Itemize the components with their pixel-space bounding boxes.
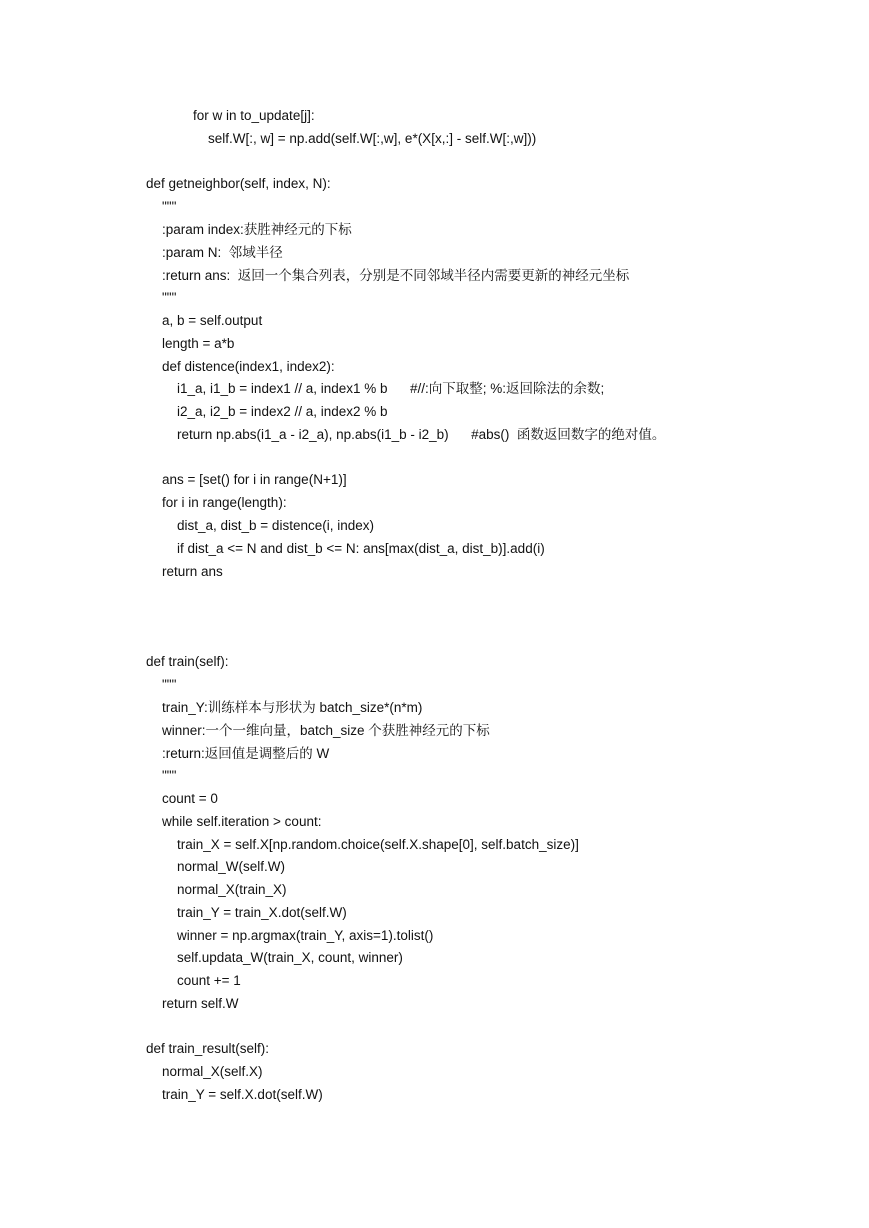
code-line: :return:返回值是调整后的 W xyxy=(162,746,330,761)
code-line: def distence(index1, index2): xyxy=(162,359,335,374)
code-line: return ans xyxy=(162,564,223,579)
code-line: :param N: 邻域半径 xyxy=(162,245,283,260)
code-line: return self.W xyxy=(162,996,239,1011)
code-line: winner = np.argmax(train_Y, axis=1).tolist() xyxy=(177,928,434,943)
code-line: :return ans: 返回一个集合列表，分别是不同邻域半径内需要更新的神经元坐标 xyxy=(162,268,630,283)
code-line: self.W[:, w] = np.add(self.W[:,w], e*(X[x,:] - self.W[:,w])) xyxy=(208,131,537,146)
code-line: count += 1 xyxy=(177,973,241,988)
code-line: normal_W(self.W) xyxy=(177,859,286,874)
code-line: """ xyxy=(162,199,177,214)
code-line: normal_X(train_X) xyxy=(177,882,287,897)
code-line: i1_a, i1_b = index1 // a, index1 % b #//:向下取整; %:返回除法的余数; xyxy=(177,381,605,396)
code-line: i2_a, i2_b = index2 // a, index2 % b xyxy=(177,404,388,419)
code-line: train_X = self.X[np.random.choice(self.X.shape[0], self.batch_size)] xyxy=(177,837,579,852)
code-line: dist_a, dist_b = distence(i, index) xyxy=(177,518,374,533)
code-line: def train(self): xyxy=(146,654,229,669)
code-line: length = a*b xyxy=(162,336,235,351)
code-line: if dist_a <= N and dist_b <= N: ans[max(dist_a, dist_b)].add(i) xyxy=(177,541,545,556)
code-line: normal_X(self.X) xyxy=(162,1064,263,1079)
code-line: train_Y = self.X.dot(self.W) xyxy=(162,1087,323,1102)
code-line: while self.iteration > count: xyxy=(162,814,322,829)
code-line: a, b = self.output xyxy=(162,313,263,328)
code-line: self.updata_W(train_X, count, winner) xyxy=(177,950,403,965)
code-line: for i in range(length): xyxy=(162,495,287,510)
code-line: return np.abs(i1_a - i2_a), np.abs(i1_b - i2_b) #abs() 函数返回数字的绝对值。 xyxy=(177,427,666,442)
code-line: """ xyxy=(162,677,177,692)
code-line: for w in to_update[j]: xyxy=(193,108,315,123)
code-line: count = 0 xyxy=(162,791,218,806)
code-line: """ xyxy=(162,768,177,783)
code-line: winner:一个一维向量，batch_size 个获胜神经元的下标 xyxy=(162,723,490,738)
code-line: """ xyxy=(162,290,177,305)
code-line: train_Y = train_X.dot(self.W) xyxy=(177,905,347,920)
code-line: def getneighbor(self, index, N): xyxy=(146,176,331,191)
code-line: ans = [set() for i in range(N+1)] xyxy=(162,472,347,487)
code-line: train_Y:训练样本与形状为 batch_size*(n*m) xyxy=(162,700,423,715)
code-line: :param index:获胜神经元的下标 xyxy=(162,222,352,237)
code-line: def train_result(self): xyxy=(146,1041,270,1056)
